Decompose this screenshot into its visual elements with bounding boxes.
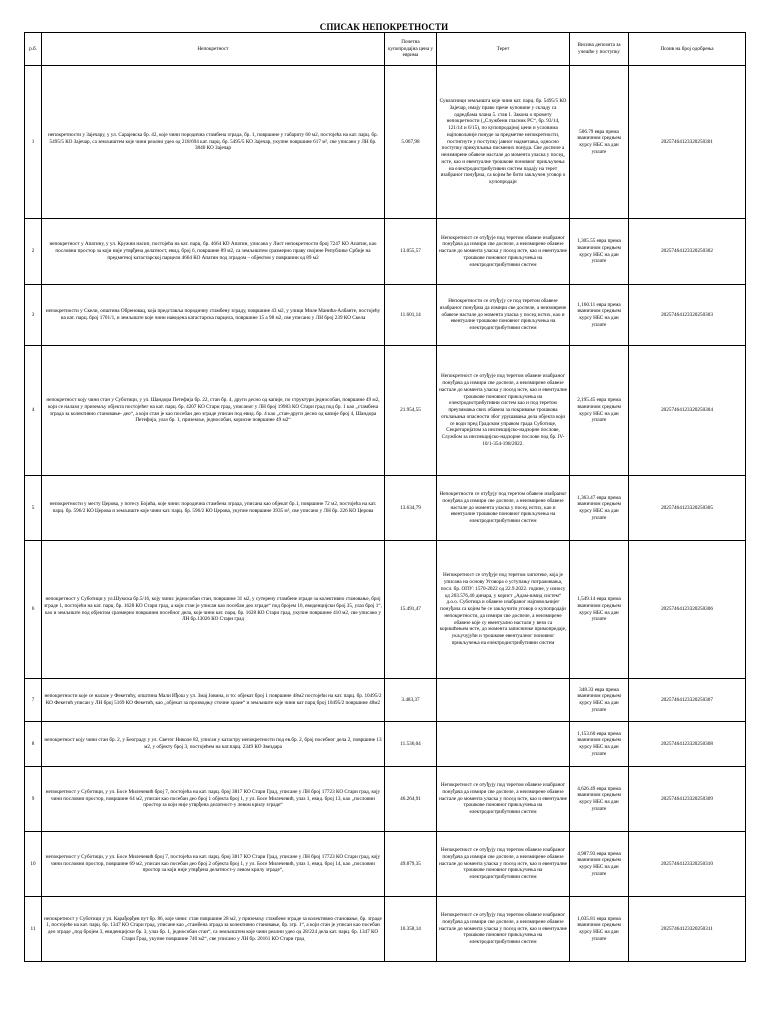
row-property: непокретност коју чини стан бр. 2, у Београду у ул. Светог Николе 82, уписан у катастру непокретности под ев.бр. 2, број посебног дела 2, површине 13 м2, у објекту број 3, постојећем на кат.парц. 2349 КО Звездара xyxy=(42,722,385,767)
row-number: 6 xyxy=(25,541,42,679)
row-reference: 20257464123320250308 xyxy=(629,722,746,767)
row-property: непокретност коју чини стан у Суботици, у ул. Шандора Петефија бр. 22, стан бр. 4, други десно од капије, по структури једнособан, површине 49 м2, који се налази у приземљу објекта постојећег на кат. парц. бр. 4207 КО Стари град, уписаног у ЛН број 19983 КО Стари град под бр. 1 као „стамбена зграда за колективно становање- део“, а који стан је као посебан део зграде уписан под евид. бр. 4 као „стан-други десно од капије број 4, Шандора Петефија, улаз бр. 1, приземље, једнособан, корисне површине 49 м2“ xyxy=(42,346,385,476)
row-price: 11.536,04 xyxy=(385,722,437,767)
row-property: непокретност у Суботици у ул.Шумска бр.5/16, коју чини: једнособан стан, површине 31 м2, у сутерену стамбене зграде за колективно становање, број зграде 1, постојећи на кат. парц. бр. 1628 КО Стари град, а који стан је уписан као посебан део зграде“ под бројем 16, евиденцијски број 35, улаз број 1“, као и земљиште под објектом сразмерно површини посебног дела, које чини кат. парц. бр. 1628 КО Стари град, укупне површине 410 м2, све уписано у ЛН бр.13026 КО Стари град xyxy=(42,541,385,679)
table-row xyxy=(25,66,746,219)
row-number: 11 xyxy=(25,897,42,962)
row-property: непокретност у Суботици у ул. Карађорђев пут бр. 86, које чини: стан површине 28 м2, у приземљу стамбене зграде за колективно становање, бр. зграде 1, постојеће на кат. парц. бр. 1347 КО Стари град, уписане као „стамбена зграда за колективно становање, бр. згр. 1“, а који стан је уписан као посебан део зграде „под бројем 3, евиденцијски бр. 3, улаз бр. 1, једнособан стан“, са земљиштем које чини реални удео од 28/224 дела кат. парц. бр. 1347 КО Стари Град, укупне површине 740 м2“, све уписано у ЛН бр. 20161 КО Стари град xyxy=(42,897,385,962)
row-encumbrance: Непокретност се отуђују под теретом обавезе изабраног понуђача да измири све доспеле, а неизмирене обавезе настале до момента уласка у посед исте, као и евентуалне трошкове поновног прикључења на електродистрибутивни систем xyxy=(437,767,570,832)
header-row xyxy=(25,33,746,66)
table-row xyxy=(25,722,746,767)
table-row xyxy=(25,285,746,346)
row-number: 7 xyxy=(25,679,42,722)
row-deposit: 1,160.11 евра према званичном средњем курсу НБС на дан уплате xyxy=(570,285,629,346)
row-price: 13.634,79 xyxy=(385,476,437,541)
row-deposit: 506.79 евра према званичном средњем курсу НБС на дан уплате xyxy=(570,66,629,219)
row-price: 11.601,14 xyxy=(385,285,437,346)
row-encumbrance: Непокретност се отуђују под теретом обавезе изабраног понуђача да измири све доспеле, а неизмирене обавезе настале до момента уласка у посед исте, као и евентуалне трошкове поновног прикључења на електродистрибутивни систем xyxy=(437,832,570,897)
table-header xyxy=(25,33,746,66)
row-property: непокретности у Зајечару, у ул. Сарајевска бр. 42, које чини породична стамбена зграда, бр. 1, површине у габариту 60 м2, постојећа на кат. парц. бр. 5495/5 КО Зајечар, са земљиштем које чини реални удео од 218/694 кат. парц. бр. 5495/5 КО Зајечар, укупне површине 617 м², све уписано у ЛН бр. 3840 КО Зајечар xyxy=(42,66,385,219)
row-deposit: 2,195.45 евра према званичном средњем курсу НБС на дан уплате xyxy=(570,346,629,476)
table-row xyxy=(25,832,746,897)
row-property: непокретности у Скели, општина Обреновац, која представља породичну стамбену зграду, површине 43 м2, у улици Миле Манића-Албанте, постојећу на кат. парц. број 1701/1, и земљиште које чини наведена катастарска парцела, површине 15 а 98 м2, све уписано у ЛН број 239 КО Скела xyxy=(42,285,385,346)
row-encumbrance: Непокретности се отуђују се под теретом обавезе изабраног понуђача да измири све доспеле, а неизмирене обавезе настале до момента уласка у посед истих, као и евентуалне трошкове поновног прикључења на електродистрибутивни систем xyxy=(437,285,570,346)
row-property: непокретност у Суботици, у ул. Босе Милечевић број 7, постојећа на кат. парц. број 3817 КО Стари Град, уписане у ЛН број 17723 КО Стари град, коју чини пословни простор, површине 69 м2, уписан као посебан део број 2 објекта број 1, у ул. Босе Милечевић, улаз 1, евид. број 14, као „пословни простор за који није утврђена делатност-у левом крилу зграде“, xyxy=(42,832,385,897)
row-property: непокретности које се налазе у Фекетићу, општина Мали Иђош у ул. Змај Јовина, и то: објекат број 1 површине 48м2 постојећи на кат. парц. бр. 10495/2 КО Фекетић уписан у ЛН број 5169 КО Фекетић, као „објекат за прозводњу сточне хране“ и земљиште које чини кат парц број 10495/2 површине 48м2 xyxy=(42,679,385,722)
row-reference: 20257464123320250311 xyxy=(629,897,746,962)
row-price: 3.483,37 xyxy=(385,679,437,722)
row-number: 8 xyxy=(25,722,42,767)
row-encumbrance xyxy=(437,679,570,722)
row-reference: 20257464123320250304 xyxy=(629,346,746,476)
row-reference: 20257464123320250301 xyxy=(629,66,746,219)
row-number: 2 xyxy=(25,219,42,285)
row-reference: 20257464123320250307 xyxy=(629,679,746,722)
header-starting-price: Почетна купопродајна цена у еврима xyxy=(385,33,437,66)
row-encumbrance: Непокретност се отуђују под теретом обавезе изабраног понуђача да измири све доспеле, а неизмирене обавезе настале до момента уласка у посед исте, као и евентуалне трошкове поновног прикључења на електродистрибутивни систем xyxy=(437,897,570,962)
page-title: СПИСАК НЕПОКРЕТНОСТИ xyxy=(319,22,449,32)
row-encumbrance xyxy=(437,722,570,767)
table-row xyxy=(25,897,746,962)
row-encumbrance: Непокретност се отуђује под теретом хипотеке, која је уписана на основу Уговора о уступању потраживања, посл. бр. ОПУ: 1570-2022 од 22.9.2022. године, у износу од 203.576,40 динара, у корист „Адам-шмид систем“ д.о.о. Суботица и обавезе изабраног најповољнијег понуђача са којим ће се закључити уговор о купопродаји непокретности, да измири све доспеле, а неизмирене обавезе које су евентуално настали у вези са коришћењем исте, до момента записничке примопредаје, укључујући и трошкове евентуалног поновног прикључења на електродистрибутивни систем xyxy=(437,541,570,679)
row-number: 5 xyxy=(25,476,42,541)
header-deposit: Висина депозита за учешће у поступку xyxy=(570,33,629,66)
row-deposit: 1,035.81 евра према званичном средњем курсу НБС на дан уплате xyxy=(570,897,629,962)
row-number: 10 xyxy=(25,832,42,897)
row-price: 46.264,91 xyxy=(385,767,437,832)
row-number: 4 xyxy=(25,346,42,476)
header-property: Непокретност xyxy=(42,33,385,66)
row-encumbrance: Сувласници земљишта које чини кат. парц. бр. 5495/5 КО Зајечар, имају право прече куповине у складу са одредбама члана 5. став 1. Закона о промету непокретности („Службени гласник РС“, бр. 93/14, 121/14 и 6/15), по купопродајној цени и условима најповољније понуде за предметне непокретности, постигнуте у поступку јавног надметања, односно поступку прикупљања писмених понуда. Све доспеле а неизмирене обавезе настале до момента уласка у посед, исте, као и евентуалне трошкове поновног прикључења на електродистрибутивни систем падају на терет изабраног понуђача, са којим ће бити закључен уговор о купопродаји xyxy=(437,66,570,219)
row-deposit: 1,549.14 евра према званичном средњем курсу НБС на дан уплате xyxy=(570,541,629,679)
row-price: 15.491,47 xyxy=(385,541,437,679)
table-body xyxy=(25,66,746,962)
row-price: 10.358,14 xyxy=(385,897,437,962)
row-price: 13.055,57 xyxy=(385,219,437,285)
row-deposit: 1,305.55 евра према званичном средњем курсу НБС на дан уплате xyxy=(570,219,629,285)
row-number: 3 xyxy=(25,285,42,346)
row-property: непокретност у Суботици, у ул. Босе Милечевић број 7, постојећа на кат. парц. број 3817 КО Стари Град, уписане у ЛН број 17723 КО Стари град, коју чини пословни простор, површине 64 м2, уписан као посебан део број 1 објекта број 1, у ул. Босе Милечевић, улаз 1, евид. број 13, као „пословни простор за који није утврђена делатност-у левом крилу зграде“ xyxy=(42,767,385,832)
row-deposit: 348.33 евра према званичном средњем курсу НБС на дан уплате xyxy=(570,679,629,722)
header-reference-number: Позив на број одобрења xyxy=(629,33,746,66)
row-property: непокретност у Апатину, у ул. Кружни насип, постојећа на кат. парц. бр. 4664 КО Апатин, уписана у Лист непокретности број 7247 КО Апатин, као пословни простор за који није утврђена делатност, евид. број 6, површине 89 м2, са земљиштем сразмерно праву својине Републике Србије на предметној катастарској парцели 4664 КО Апатин под зградом – објектом у површини од 89 м2 xyxy=(42,219,385,285)
row-deposit: 4,987.93 евра према званичном средњем курсу НБС на дан уплате xyxy=(570,832,629,897)
row-reference: 20257464123320250305 xyxy=(629,476,746,541)
row-reference: 20257464123320250303 xyxy=(629,285,746,346)
row-reference: 20257464123320250302 xyxy=(629,219,746,285)
row-encumbrance: Непокретност се отуђује под теретом обавезе изабраног понуђача да измири све доспеле, а неизмирене обавезе настале до момента уласка у посед исте, као и евентуалне трошкове поновног прикључења на електродистрибутивни систем као и под теретом преузимања свих обавеза за покривање трошкова отклањања опасности због урушавања дела објекта који се води пред Градском управом града Суботице, Секретаријатом за инспекцијско-надзорне послове, Службом за инспекцијско-надзорне послове под бр. IV-10/1-354-198/2022. xyxy=(437,346,570,476)
row-deposit: 4,626.49 евра према званичном средњем курсу НБС на дан уплате xyxy=(570,767,629,832)
table-row xyxy=(25,219,746,285)
row-reference: 20257464123320250309 xyxy=(629,767,746,832)
row-deposit: 1,153.60 евра према званичном средњем курсу НБС на дан уплате xyxy=(570,722,629,767)
header-encumbrance: Терет xyxy=(437,33,570,66)
row-deposit: 1,363.47 евра према званичном средњем курсу НБС на дан уплате xyxy=(570,476,629,541)
row-encumbrance: Непокретност се отуђује под теретом обавезе изабраног понуђача да измири све доспеле, а неизмирене обавезе настале до момента уласка у посед исте, као и евентуалне трошкове поновног прикључења на електродистрибутивни систем xyxy=(437,219,570,285)
property-table xyxy=(24,32,746,962)
row-property: непокретности у месту Церова, у потесу Бојића, које чини: породична стамбена зграда, уписана као објекат бр.1, површине 72 м2, постојећа на кат. парц. бр. 596/2 КО Церова и земљиште које чини кат. парц. бр. 596/2 КО Церова, укупне површине 3935 м², све уписано у ЛН бр. 226 КО Церова xyxy=(42,476,385,541)
row-reference: 20257464123320250310 xyxy=(629,832,746,897)
table-row xyxy=(25,346,746,476)
table-row xyxy=(25,679,746,722)
header-number: р.б. xyxy=(25,33,42,66)
row-price: 49.879,35 xyxy=(385,832,437,897)
row-reference: 20257464123320250306 xyxy=(629,541,746,679)
row-price: 21.954,55 xyxy=(385,346,437,476)
row-price: 5.067,98 xyxy=(385,66,437,219)
table-row xyxy=(25,476,746,541)
table-row xyxy=(25,541,746,679)
table-row xyxy=(25,767,746,832)
row-number: 9 xyxy=(25,767,42,832)
row-number: 1 xyxy=(25,66,42,219)
row-encumbrance: Непокретности се отуђују под теретом обавезе изабраног понуђача да измири све доспеле, а неизмирене обавезе настале до момента уласка у посед истих, као и евентуалне трошкове поновног прикључења на електродистрибутивни систем xyxy=(437,476,570,541)
